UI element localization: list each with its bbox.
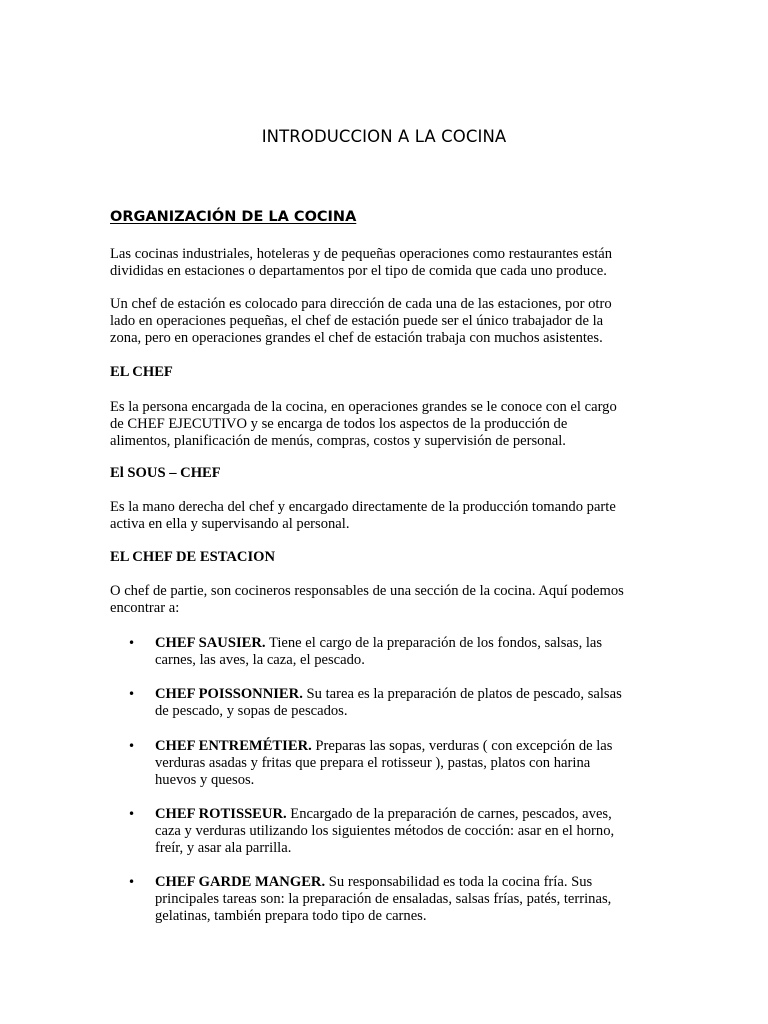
bullet-title: CHEF GARDE MANGER. xyxy=(155,874,326,890)
bullet-text: freír, y asar ala parrilla. xyxy=(155,840,292,856)
bullet-text: huevos y quesos. xyxy=(155,772,255,788)
paragraph-line: Es la mano derecha del chef y encargado directamente de la producción tomando parte xyxy=(110,499,616,515)
paragraph-line: divididas en estaciones o departamentos por el tipo de comida que cada uno produce. xyxy=(110,263,607,279)
page-title: INTRODUCCION A LA COCINA xyxy=(261,127,507,146)
paragraph-line: Es la persona encargada de la cocina, en operaciones grandes se le conoce con el cargo xyxy=(110,399,617,415)
bullet-text: Tiene el cargo de la preparación de los fondos, salsas, las xyxy=(265,635,603,651)
paragraph-line: Las cocinas industriales, hoteleras y de pequeñas operaciones como restaurantes están xyxy=(110,246,613,262)
bullet-text: principales tareas son: la preparación de ensaladas, salsas frías, patés, terrinas, xyxy=(155,891,612,907)
chef-estacion-heading: EL CHEF DE ESTACION xyxy=(110,549,276,565)
paragraph-line: activa en ella y supervisando al personal. xyxy=(110,516,350,532)
bullet-title: CHEF ENTREMÉTIER. xyxy=(155,738,312,754)
paragraph-line: O chef de partie, son cocineros responsables de una sección de la cocina. Aquí podemos xyxy=(110,583,624,599)
el-chef-paragraph xyxy=(110,399,670,450)
station-paragraph xyxy=(110,296,670,347)
paragraph-line: de CHEF EJECUTIVO y se encarga de todos los aspectos de la producción de xyxy=(110,416,568,432)
bullet-text: carnes, las aves, la caza, el pescado. xyxy=(155,652,365,668)
bullet-text: Encargado de la preparación de carnes, pescados, aves, xyxy=(286,806,612,822)
bullet-icon: • xyxy=(128,807,136,821)
bullet-icon: • xyxy=(128,875,136,889)
bullet-text: de pescado, y sopas de pescados. xyxy=(155,703,348,719)
bullet-text: caza y verduras utilizando los siguientes métodos de cocción: asar en el horno, xyxy=(155,823,615,839)
bullet-text: gelatinas, también prepara todo tipo de carnes. xyxy=(155,908,427,924)
chef-estacion-paragraph xyxy=(110,583,670,617)
intro-paragraph xyxy=(110,246,670,280)
bullet-title: CHEF ROTISSEUR. xyxy=(155,806,287,822)
paragraph-line: encontrar a: xyxy=(110,600,180,616)
bullet-text: verduras asadas y fritas que prepara el rotisseur ), pastas, platos con harina xyxy=(155,755,591,771)
paragraph-line: alimentos, planificación de menús, compras, costos y supervisión de personal. xyxy=(110,433,566,449)
section-heading: ORGANIZACIÓN DE LA COCINA xyxy=(110,209,357,225)
el-chef-heading: EL CHEF xyxy=(110,364,173,380)
bullet-title: CHEF SAUSIER. xyxy=(155,635,266,651)
paragraph-line: zona, pero en operaciones grandes el chef de estación trabaja con muchos asistentes. xyxy=(110,330,603,346)
paragraph-line: lado en operaciones pequeñas, el chef de estación puede ser el único trabajador de la xyxy=(110,313,604,329)
sous-chef-paragraph xyxy=(110,499,670,533)
bullet-text: Su responsabilidad es toda la cocina fría. Sus xyxy=(325,874,593,890)
bullet-title: CHEF POISSONNIER. xyxy=(155,686,303,702)
bullet-text: Preparas las sopas, verduras ( con excepción de las xyxy=(311,738,613,754)
paragraph-line: Un chef de estación es colocado para dirección de cada una de las estaciones, por otro xyxy=(110,296,612,312)
bullet-icon: • xyxy=(128,636,136,650)
bullet-icon: • xyxy=(128,687,136,701)
bullet-text: Su tarea es la preparación de platos de pescado, salsas xyxy=(302,686,622,702)
sous-chef-heading: El SOUS – CHEF xyxy=(110,465,221,481)
bullet-icon: • xyxy=(128,739,136,753)
